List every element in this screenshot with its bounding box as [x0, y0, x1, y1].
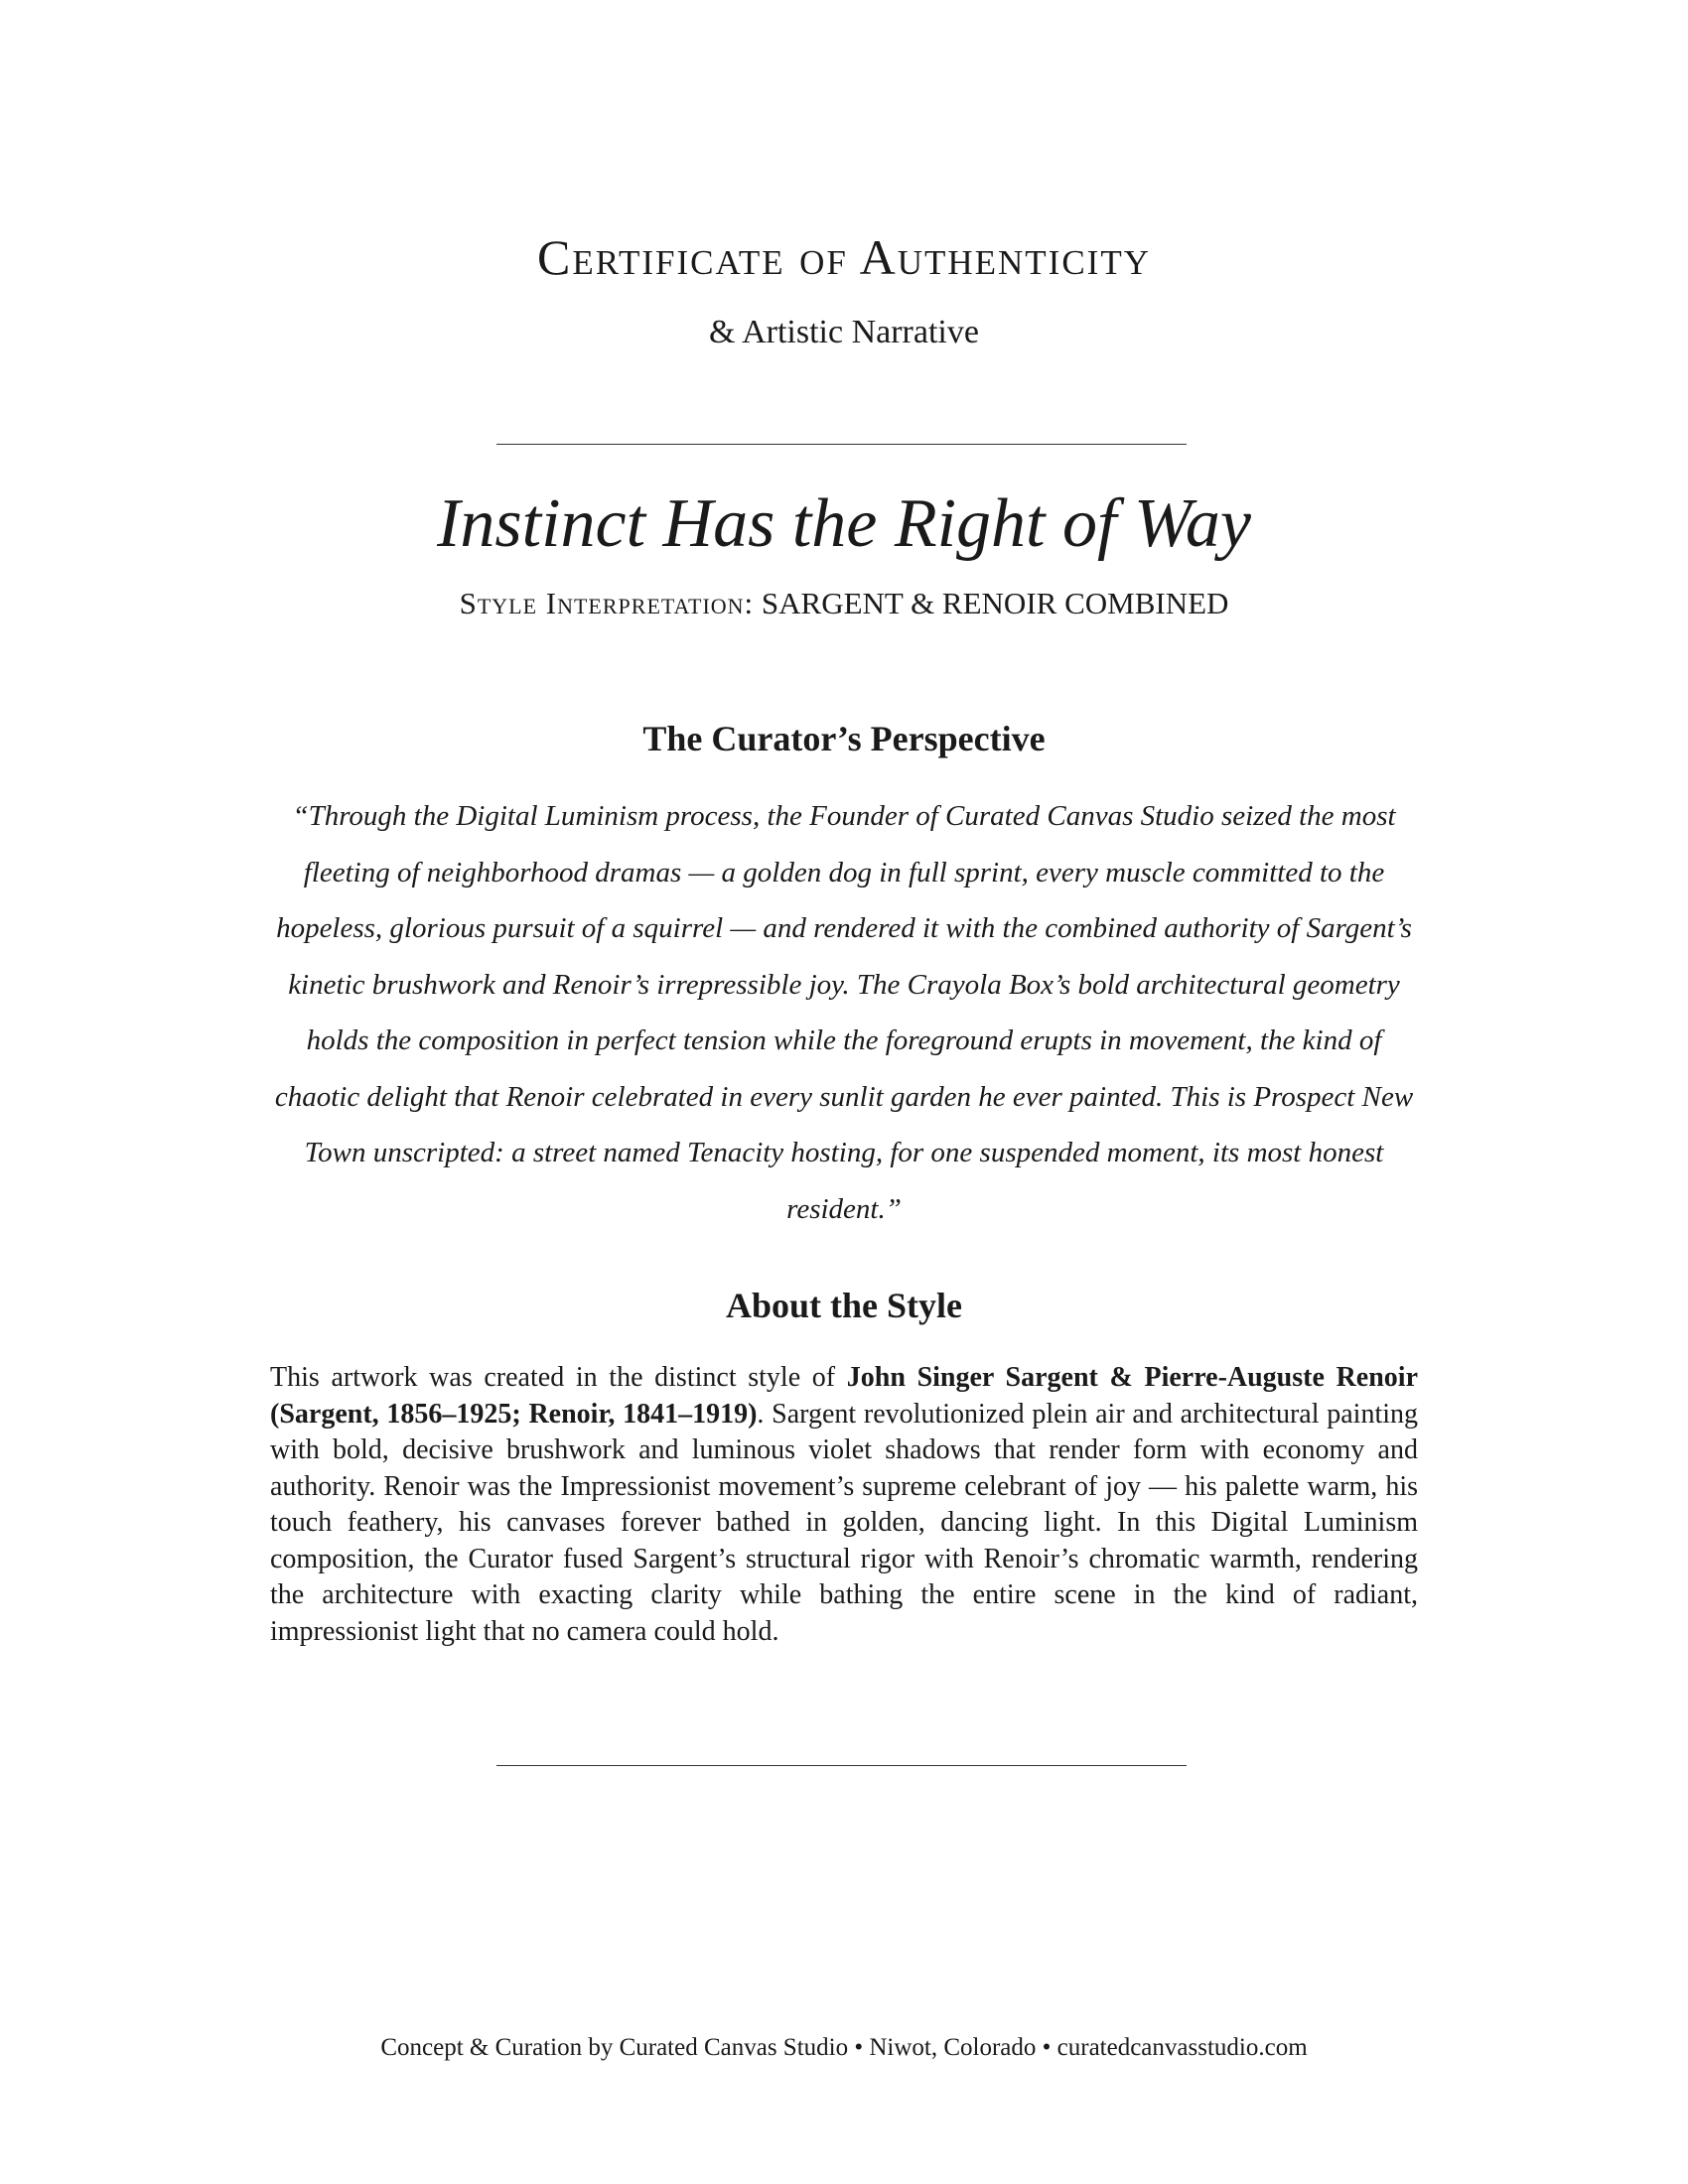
style-label: Style Interpretation: [459, 586, 755, 620]
curator-quote: “Through the Digital Luminism process, the Founder of Curated Canvas Studio seized the most fleeting of neighborhood dramas — a golden dog in full sprint, every muscle committed to the hopeless, glorious pursuit of a squirrel — and rendered it with the combined authority of Sargent’s kinetic brushwork and Renoir’s irrepressible joy. The Crayola Box’s bold architectural geometry holds the composition in perfect tension while the foreground erupts in movement, the kind of chaotic delight that Renoir celebrated in every sunlit garden he ever painted. This is Prospect New Town unscripted: a street named Tenacity hosting, for one suspended moment, its most honest resident.” [274, 800, 1414, 1225]
bottom-divider [496, 1765, 1187, 1766]
artwork-title: Instinct Has the Right of Way [437, 485, 1251, 562]
style-interpretation [0, 588, 1688, 618]
certificate-subtitle: & Artistic Narrative [709, 314, 979, 350]
about-body: . Sargent revolutionized plein air and architectural painting with bold, decisive brushwork and luminous violet shadows that render form with economy and authority. Renoir was the Impressionist movement’s supreme celebrant of joy — his palette warm, his touch feathery, his canvases forever bathed in golden, dancing light. In this Digital Luminism composition, the Curator fused Sargent’s structural rigor with Renoir’s chromatic warmth, rendering the architecture with exacting clarity while bathing the entire scene in the kind of radiant, impressionist light that no camera could hold. [270, 1398, 1418, 1647]
footer-credit: Concept & Curation by Curated Canvas Studio • Niwot, Colorado • curatedcanvasstudio.com [380, 2034, 1308, 2061]
top-divider [496, 444, 1187, 445]
about-intro: This artwork was created in the distinct style of [270, 1362, 847, 1393]
about-heading: About the Style [725, 1286, 962, 1325]
certificate-title: Certificate of Authenticity [537, 229, 1151, 285]
about-artists: John Singer Sargent & Pierre-Auguste Renoir (Sargent, 1856–1925; Renoir, 1841–1919) [270, 1362, 1418, 1430]
curator-heading: The Curator’s Perspective [642, 719, 1046, 758]
about-paragraph [270, 1360, 1418, 1650]
style-value: SARGENT & RENOIR COMBINED [761, 586, 1229, 620]
